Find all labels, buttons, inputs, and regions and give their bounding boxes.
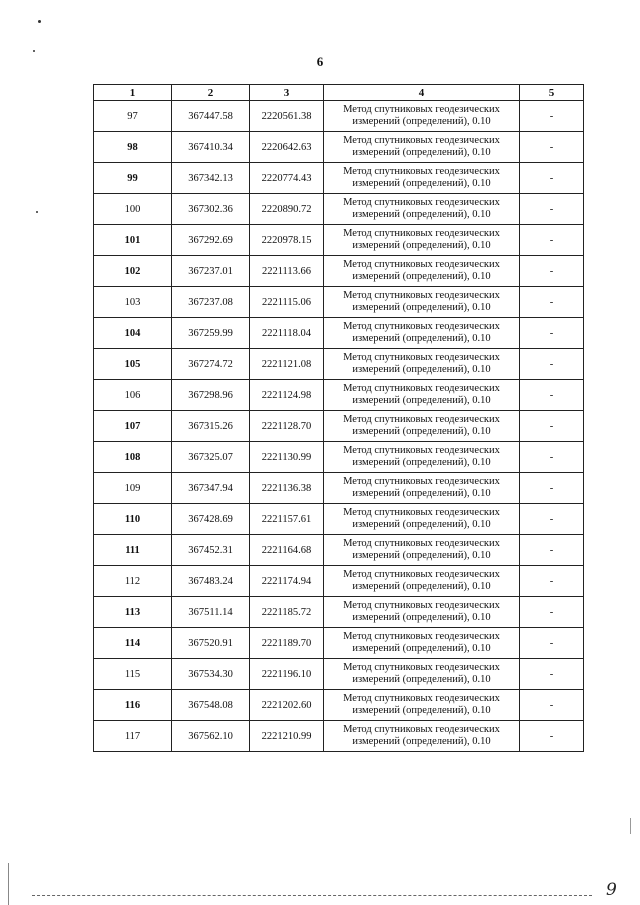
coordinate-y: 2221118.04 xyxy=(250,318,324,349)
coordinate-y: 2221157.61 xyxy=(250,504,324,535)
method-description xyxy=(324,349,520,380)
coordinate-y: 2221136.38 xyxy=(250,473,324,504)
coordinate-y: 2221121.08 xyxy=(250,349,324,380)
coordinates-table xyxy=(93,84,584,752)
method-line-2: измерений (определений), 0.10 xyxy=(352,209,491,220)
method-line-1: Метод спутниковых геодезических xyxy=(343,135,500,146)
method-description xyxy=(324,163,520,194)
column-5-value: - xyxy=(520,628,584,659)
point-number: 108 xyxy=(94,442,172,473)
method-line-2: измерений (определений), 0.10 xyxy=(352,364,491,375)
method-line-1: Метод спутниковых геодезических xyxy=(343,631,500,642)
method-line-1: Метод спутниковых геодезических xyxy=(343,414,500,425)
point-number: 117 xyxy=(94,721,172,752)
method-description xyxy=(324,194,520,225)
point-number: 100 xyxy=(94,194,172,225)
column-5-value: - xyxy=(520,690,584,721)
column-5-value: - xyxy=(520,256,584,287)
header-col-1: 1 xyxy=(94,85,172,101)
table-row xyxy=(94,287,584,318)
header-col-4: 4 xyxy=(324,85,520,101)
column-5-value: - xyxy=(520,411,584,442)
table-row xyxy=(94,380,584,411)
coordinate-x: 367548.08 xyxy=(172,690,250,721)
method-line-2: измерений (определений), 0.10 xyxy=(352,395,491,406)
method-description xyxy=(324,318,520,349)
coordinate-x: 367562.10 xyxy=(172,721,250,752)
method-description xyxy=(324,225,520,256)
coordinate-x: 367511.14 xyxy=(172,597,250,628)
table-row xyxy=(94,225,584,256)
method-line-2: измерений (определений), 0.10 xyxy=(352,240,491,251)
method-line-1: Метод спутниковых геодезических xyxy=(343,662,500,673)
page-number: 6 xyxy=(316,54,324,69)
column-5-value: - xyxy=(520,225,584,256)
column-5-value: - xyxy=(520,318,584,349)
method-description xyxy=(324,132,520,163)
method-line-2: измерений (определений), 0.10 xyxy=(352,178,491,189)
method-line-1: Метод спутниковых геодезических xyxy=(343,197,500,208)
point-number: 114 xyxy=(94,628,172,659)
method-line-2: измерений (определений), 0.10 xyxy=(352,271,491,282)
table-row xyxy=(94,504,584,535)
column-5-value: - xyxy=(520,101,584,132)
column-5-value: - xyxy=(520,535,584,566)
scan-edge-line xyxy=(8,863,17,905)
coordinate-y: 2221202.60 xyxy=(250,690,324,721)
method-line-1: Метод спутниковых геодезических xyxy=(343,228,500,239)
point-number: 103 xyxy=(94,287,172,318)
method-line-2: измерений (определений), 0.10 xyxy=(352,612,491,623)
method-description xyxy=(324,101,520,132)
point-number: 110 xyxy=(94,504,172,535)
coordinate-x: 367325.07 xyxy=(172,442,250,473)
method-line-2: измерений (определений), 0.10 xyxy=(352,488,491,499)
point-number: 104 xyxy=(94,318,172,349)
coordinate-x: 367534.30 xyxy=(172,659,250,690)
point-number: 105 xyxy=(94,349,172,380)
column-5-value: - xyxy=(520,380,584,411)
column-5-value: - xyxy=(520,659,584,690)
point-number: 97 xyxy=(94,101,172,132)
method-line-1: Метод спутниковых геодезических xyxy=(343,352,500,363)
method-description xyxy=(324,411,520,442)
coordinate-y: 2220561.38 xyxy=(250,101,324,132)
method-line-2: измерений (определений), 0.10 xyxy=(352,116,491,127)
method-line-1: Метод спутниковых геодезических xyxy=(343,507,500,518)
point-number: 99 xyxy=(94,163,172,194)
coordinate-x: 367302.36 xyxy=(172,194,250,225)
method-description xyxy=(324,442,520,473)
column-5-value: - xyxy=(520,597,584,628)
table-row xyxy=(94,473,584,504)
method-description xyxy=(324,690,520,721)
coordinate-y: 2221164.68 xyxy=(250,535,324,566)
table-row xyxy=(94,101,584,132)
scan-dot xyxy=(38,20,41,23)
coordinate-y: 2220978.15 xyxy=(250,225,324,256)
method-description xyxy=(324,721,520,752)
point-number: 116 xyxy=(94,690,172,721)
column-5-value: - xyxy=(520,132,584,163)
table-row xyxy=(94,659,584,690)
point-number: 109 xyxy=(94,473,172,504)
method-line-1: Метод спутниковых геодезических xyxy=(343,259,500,270)
coordinate-x: 367452.31 xyxy=(172,535,250,566)
coordinate-x: 367259.99 xyxy=(172,318,250,349)
method-line-1: Метод спутниковых геодезических xyxy=(343,569,500,580)
table-row xyxy=(94,721,584,752)
method-line-2: измерений (определений), 0.10 xyxy=(352,333,491,344)
handwritten-signature: 9 xyxy=(606,880,617,900)
method-description xyxy=(324,535,520,566)
method-line-1: Метод спутниковых геодезических xyxy=(343,600,500,611)
table-row xyxy=(94,690,584,721)
method-line-2: измерений (определений), 0.10 xyxy=(352,736,491,747)
column-5-value: - xyxy=(520,504,584,535)
coordinate-y: 2221185.72 xyxy=(250,597,324,628)
method-line-1: Метод спутниковых геодезических xyxy=(343,724,500,735)
method-line-1: Метод спутниковых геодезических xyxy=(343,290,500,301)
column-5-value: - xyxy=(520,194,584,225)
method-line-1: Метод спутниковых геодезических xyxy=(343,321,500,332)
coordinate-y: 2221113.66 xyxy=(250,256,324,287)
coordinate-x: 367520.91 xyxy=(172,628,250,659)
point-number: 106 xyxy=(94,380,172,411)
method-description xyxy=(324,659,520,690)
table-body xyxy=(94,101,584,752)
coordinate-x: 367237.08 xyxy=(172,287,250,318)
coordinate-x: 367483.24 xyxy=(172,566,250,597)
method-line-1: Метод спутниковых геодезических xyxy=(343,538,500,549)
column-5-value: - xyxy=(520,349,584,380)
point-number: 101 xyxy=(94,225,172,256)
method-line-2: измерений (определений), 0.10 xyxy=(352,519,491,530)
method-description xyxy=(324,473,520,504)
table-row xyxy=(94,194,584,225)
table-row xyxy=(94,132,584,163)
method-description xyxy=(324,256,520,287)
coordinate-y: 2221115.06 xyxy=(250,287,324,318)
method-line-2: измерений (определений), 0.10 xyxy=(352,147,491,158)
coordinate-x: 367410.34 xyxy=(172,132,250,163)
method-line-1: Метод спутниковых геодезических xyxy=(343,476,500,487)
method-line-1: Метод спутниковых геодезических xyxy=(343,383,500,394)
point-number: 111 xyxy=(94,535,172,566)
coordinate-y: 2221196.10 xyxy=(250,659,324,690)
point-number: 112 xyxy=(94,566,172,597)
table-row xyxy=(94,256,584,287)
method-description xyxy=(324,504,520,535)
table-row xyxy=(94,535,584,566)
method-line-1: Метод спутниковых геодезических xyxy=(343,166,500,177)
coordinate-x: 367237.01 xyxy=(172,256,250,287)
method-line-2: измерений (определений), 0.10 xyxy=(352,581,491,592)
point-number: 98 xyxy=(94,132,172,163)
method-description xyxy=(324,628,520,659)
method-line-1: Метод спутниковых геодезических xyxy=(343,104,500,115)
header-col-5: 5 xyxy=(520,85,584,101)
point-number: 102 xyxy=(94,256,172,287)
point-number: 113 xyxy=(94,597,172,628)
table-row xyxy=(94,349,584,380)
method-description xyxy=(324,287,520,318)
coordinate-y: 2221124.98 xyxy=(250,380,324,411)
coordinate-x: 367428.69 xyxy=(172,504,250,535)
coordinate-x: 367292.69 xyxy=(172,225,250,256)
coordinate-y: 2221189.70 xyxy=(250,628,324,659)
method-line-2: измерений (определений), 0.10 xyxy=(352,302,491,313)
column-5-value: - xyxy=(520,473,584,504)
method-line-2: измерений (определений), 0.10 xyxy=(352,426,491,437)
coordinate-y: 2221128.70 xyxy=(250,411,324,442)
header-col-3: 3 xyxy=(250,85,324,101)
coordinate-x: 367298.96 xyxy=(172,380,250,411)
table-header-row xyxy=(94,85,584,101)
method-line-2: измерений (определений), 0.10 xyxy=(352,457,491,468)
method-description xyxy=(324,380,520,411)
method-description xyxy=(324,566,520,597)
table-row xyxy=(94,597,584,628)
coordinate-x: 367342.13 xyxy=(172,163,250,194)
column-5-value: - xyxy=(520,721,584,752)
method-description xyxy=(324,597,520,628)
coordinate-y: 2220774.43 xyxy=(250,163,324,194)
coordinate-y: 2220890.72 xyxy=(250,194,324,225)
coordinate-y: 2221130.99 xyxy=(250,442,324,473)
table-row xyxy=(94,163,584,194)
coordinate-x: 367315.26 xyxy=(172,411,250,442)
coordinate-y: 2221174.94 xyxy=(250,566,324,597)
scan-edge-tick xyxy=(630,818,631,834)
method-line-2: измерений (определений), 0.10 xyxy=(352,674,491,685)
table-row xyxy=(94,628,584,659)
column-5-value: - xyxy=(520,442,584,473)
column-5-value: - xyxy=(520,287,584,318)
method-line-2: измерений (определений), 0.10 xyxy=(352,705,491,716)
table-row xyxy=(94,442,584,473)
point-number: 107 xyxy=(94,411,172,442)
table-row xyxy=(94,318,584,349)
point-number: 115 xyxy=(94,659,172,690)
scan-dot xyxy=(33,50,35,52)
coordinate-y: 2221210.99 xyxy=(250,721,324,752)
coordinate-x: 367447.58 xyxy=(172,101,250,132)
method-line-2: измерений (определений), 0.10 xyxy=(352,643,491,654)
table-row xyxy=(94,411,584,442)
column-5-value: - xyxy=(520,163,584,194)
scan-dot xyxy=(36,211,38,213)
coordinate-x: 367274.72 xyxy=(172,349,250,380)
method-line-1: Метод спутниковых геодезических xyxy=(343,693,500,704)
column-5-value: - xyxy=(520,566,584,597)
table-row xyxy=(94,566,584,597)
scan-bottom-dashes xyxy=(32,895,592,897)
header-col-2: 2 xyxy=(172,85,250,101)
method-line-2: измерений (определений), 0.10 xyxy=(352,550,491,561)
coordinate-x: 367347.94 xyxy=(172,473,250,504)
coordinate-y: 2220642.63 xyxy=(250,132,324,163)
method-line-1: Метод спутниковых геодезических xyxy=(343,445,500,456)
